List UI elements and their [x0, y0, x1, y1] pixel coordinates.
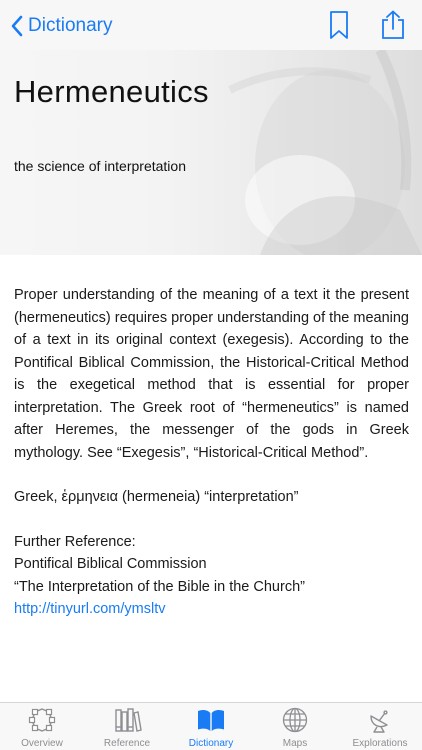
share-icon: [379, 10, 407, 40]
bookmark-icon: [325, 10, 353, 40]
tab-maps-label: Maps: [282, 738, 308, 749]
tab-reference[interactable]: [87, 707, 167, 750]
reference-link[interactable]: http://tinyurl.com/ymsltv: [14, 601, 166, 617]
navigation-bar: [0, 0, 422, 50]
tab-explorations-label: Explorations: [352, 738, 408, 749]
share-button[interactable]: [379, 10, 407, 40]
back-button-label: Dictionary: [28, 15, 113, 36]
globe-icon: [280, 707, 310, 733]
entry-content: [14, 284, 409, 621]
bookmark-button[interactable]: [325, 10, 353, 40]
entry-etymology: Greek, ἑρμηνεια (hermeneia) “interpretation”: [14, 489, 299, 505]
reference-title: “The Interpretation of the Bible in the Church”: [14, 578, 305, 595]
entry-header: [0, 50, 422, 255]
entry-title: Hermeneutics: [14, 74, 209, 109]
tab-dictionary[interactable]: [171, 707, 251, 750]
back-button[interactable]: [10, 12, 112, 40]
tab-dictionary-label: Dictionary: [188, 738, 234, 749]
tab-overview[interactable]: [2, 707, 82, 750]
tab-bar: [0, 702, 422, 750]
entry-definition: Proper understanding of the meaning of a text it the present (hermeneutics) requires proper understanding of the meaning of a text in its original context (exegesis). According to the Pontifical Biblical Commission, the Historical-Critical Method is the exegetical method that is essential for proper interpretation. The Greek root of “hermeneutics” is named after Heremes, the messenger of the gods in Greek mythology. See “Exegesis”, “Historical-Critical Method”.: [14, 287, 409, 461]
books-icon: [112, 707, 142, 733]
overview-icon: [27, 707, 57, 733]
entry-subtitle: the science of interpretation: [14, 158, 186, 174]
open-book-icon: [196, 707, 226, 733]
tab-reference-label: Reference: [103, 738, 151, 749]
satellite-dish-icon: [365, 707, 395, 733]
chevron-left-icon: [10, 15, 24, 37]
reference-heading: Further Reference:: [14, 533, 136, 550]
tab-overview-label: Overview: [21, 738, 63, 749]
reference-source: Pontifical Biblical Commission: [14, 556, 207, 572]
tab-maps[interactable]: [255, 707, 335, 750]
tab-explorations[interactable]: [340, 707, 420, 750]
